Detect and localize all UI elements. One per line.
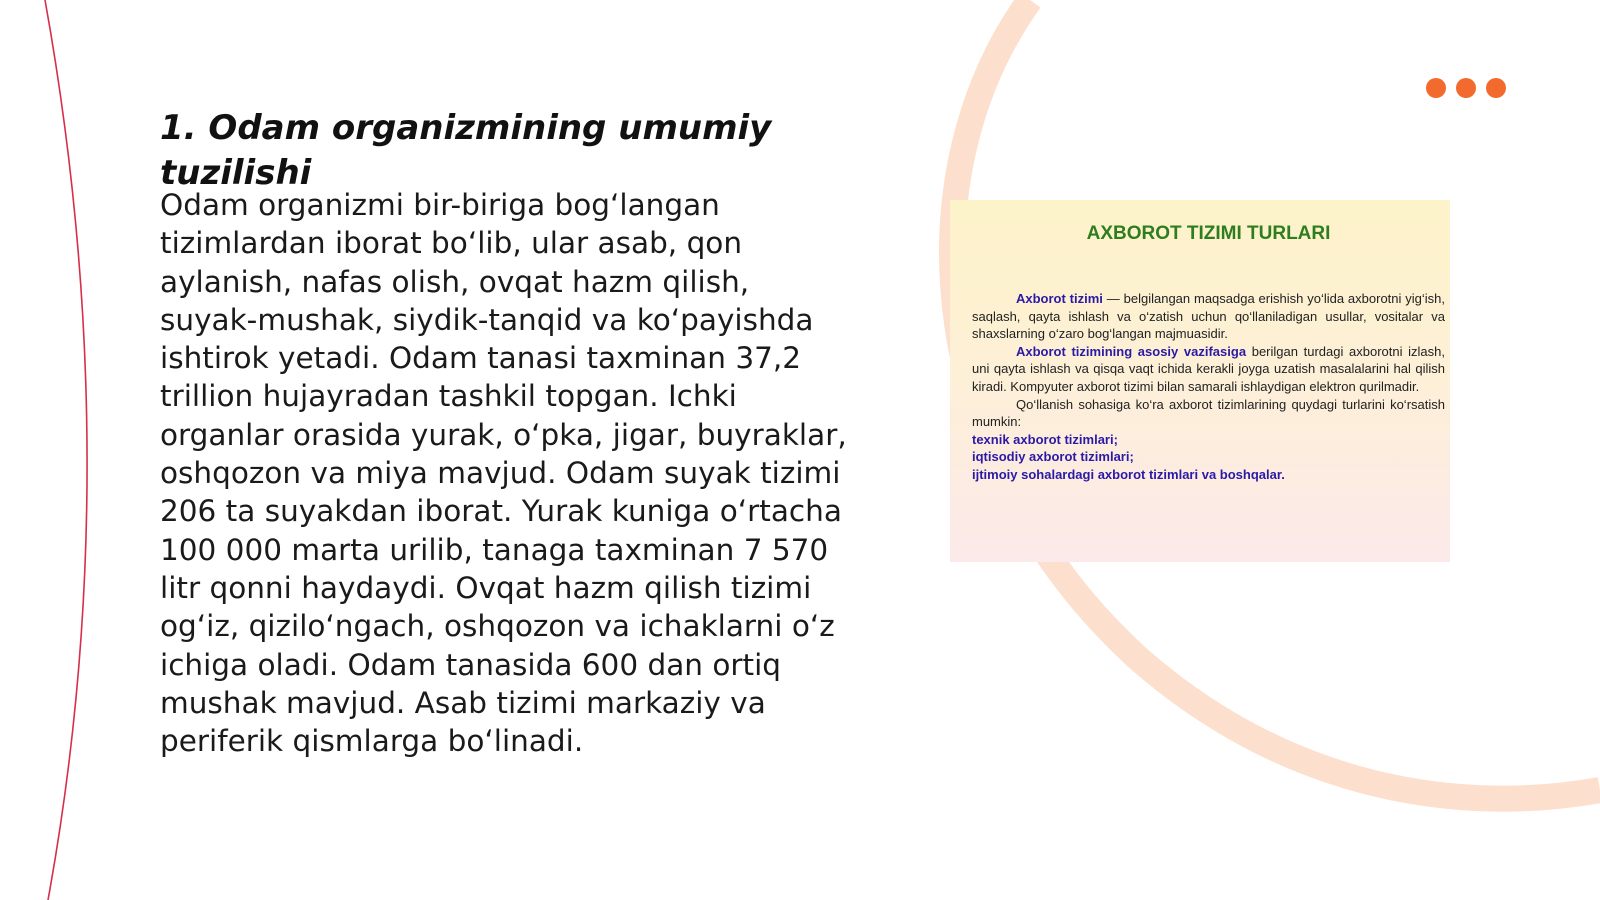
dot-2 (1456, 78, 1476, 98)
slide-body-text: Odam organizmi bir-biriga bog‘langan tizimlardan iborat bo‘lib, ular asab, qon aylanish, nafas olish, ovqat hazm qilish, suyak-mushak, siydik-tanqid va ko‘payishda ishtirok yetadi. Odam tanasi taxminan 37,2 trillion hujayradan tashkil topgan. Ichki organlar orasida yurak, o‘pka, jigar, buyraklar, oshqozon va miya mavjud. Odam suyak tizimi 206 ta suyakdan iborat. Yurak kuniga o‘rtacha 100 000 marta urilib, tanaga taxminan 7 570 litr qonni haydaydi. Ovqat hazm qilish tizimi og‘iz, qizilo‘ngach, oshqozon va ichaklarni o‘z ichiga oladi. Odam tanasida 600 dan ortiq mushak mavjud. Asab tizimi markaziy va periferik qismlarga bo‘linadi. (160, 188, 847, 759)
card-term-2: Axborot tizimining asosiy vazifasiga (1016, 343, 1247, 359)
card-paragraph-3: Qo‘llanish sohasiga ko‘ra axborot tizimlarining quydagi turlarini ko‘rsatish mumkin: (972, 396, 1445, 430)
image-card (950, 200, 1450, 562)
card-title: AXBOROT TIZIMI TURLARI (1086, 223, 1331, 244)
slide-title: 1. Odam organizmining umumiy tuzilishi (160, 108, 772, 193)
card-term-1: Axborot tizimi (1016, 291, 1103, 306)
card-text-1: — belgilangan maqsadga erishish yo‘lida axborotni yig‘ish, saqlash, qayta ishlash va o‘zatish uchun qo‘llaniladigan usullar, vositalar va shaxslarning o‘zaro bog‘langan majmuasidir. (972, 291, 1445, 342)
card-list-item: iqtisodiy axborot tizimlari; (972, 449, 1134, 465)
left-accent-line (45, 0, 87, 900)
dot-1 (1426, 78, 1446, 98)
card-paragraph-2 (972, 343, 1445, 396)
card-text-2: berilgan turdagi axborotni izlash, uni qayta ishlash va qisqa vaqt ichida kerakli joyga uzatish masalalarini hal qilish kiradi. Kompyuter axborot tizimi bilan samarali ishlaydigan elektron qurilmadir. (972, 343, 1445, 394)
card-paragraph-1 (972, 290, 1445, 343)
decorative-dots (1426, 78, 1506, 100)
dot-3 (1486, 78, 1506, 98)
card-list-item: texnik axborot tizimlari; (972, 431, 1118, 447)
card-list-item: ijtimoiy sohalardagi axborot tizimlari va boshqalar. (972, 466, 1285, 482)
